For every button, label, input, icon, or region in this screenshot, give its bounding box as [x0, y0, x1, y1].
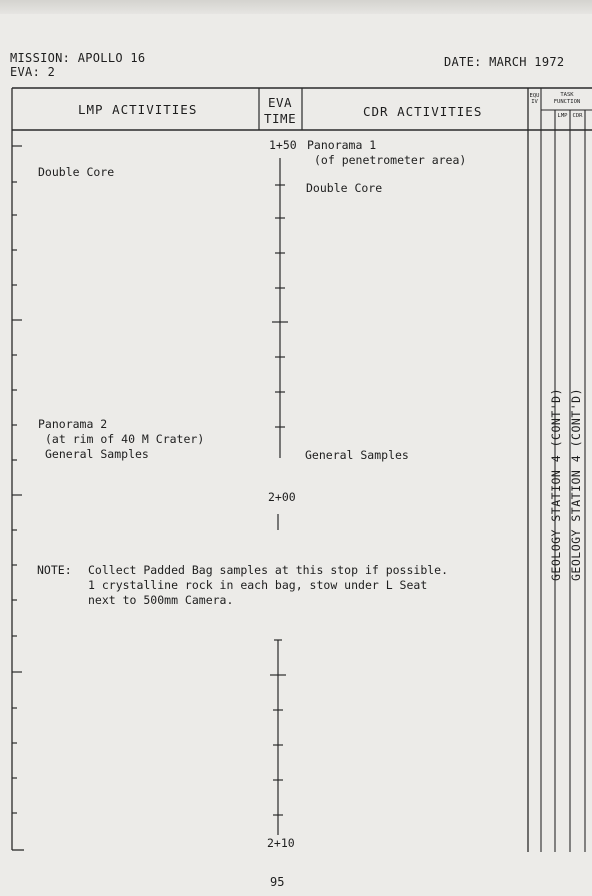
mission-label: MISSION: APOLLO 16	[10, 51, 146, 65]
cdr-short-header: CDR	[572, 113, 583, 119]
lmp-task-geology-label: GEOLOGY STATION 4 (CONT'D)	[549, 387, 563, 581]
time-mark-1-50: 1+50	[269, 138, 297, 152]
lmp-double-core: Double Core	[38, 165, 115, 179]
cdr-task-geology-label: GEOLOGY STATION 4 (CONT'D)	[569, 387, 583, 581]
task-header-line2: FUNCTION	[553, 99, 581, 105]
lmp-panorama2-line2: (at rim of 40 M Crater)	[45, 432, 205, 446]
eva-label: EVA: 2	[10, 65, 56, 79]
cdr-panorama1-line1: Panorama 1	[307, 138, 377, 152]
page-number: 95	[270, 875, 285, 889]
date-label: DATE: MARCH 1972	[444, 55, 565, 69]
lmp-activities-header: LMP ACTIVITIES	[78, 102, 198, 117]
cdr-double-core: Double Core	[306, 181, 383, 195]
lmp-general-samples: General Samples	[45, 447, 149, 461]
task-header-line1: TASK	[560, 92, 574, 98]
note-line3: next to 500mm Camera.	[88, 593, 234, 607]
time-mark-2-10: 2+10	[267, 836, 295, 850]
note-line1: Collect Padded Bag samples at this stop if possible.	[88, 563, 449, 577]
cdr-general-samples: General Samples	[305, 448, 409, 462]
lmp-panorama2-line1: Panorama 2	[38, 417, 108, 431]
eva-time-header-line2: TIME	[264, 111, 297, 126]
equiv-header: EQUIV	[529, 93, 540, 105]
eva-time-header-line1: EVA	[268, 95, 293, 110]
note-line2: 1 crystalline rock in each bag, stow under L Seat	[88, 578, 428, 592]
time-mark-2-00: 2+00	[268, 490, 296, 504]
lmp-short-header: LMP	[557, 113, 568, 119]
cdr-panorama1-line2: (of penetrometer area)	[314, 153, 467, 167]
cdr-activities-header: CDR ACTIVITIES	[363, 104, 483, 119]
note-label: NOTE:	[37, 563, 72, 577]
